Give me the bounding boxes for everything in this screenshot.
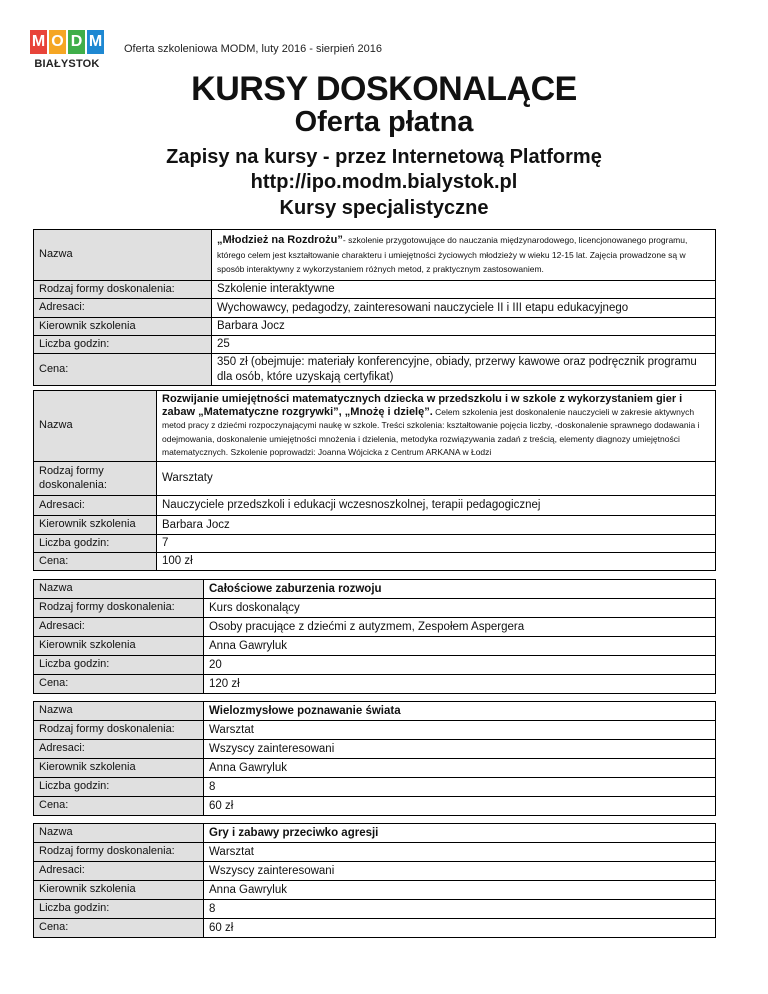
label-form: Rodzaj formy doskonalenia:: [34, 462, 157, 496]
course-name: Wielozmysłowe poznawanie świata: [204, 702, 716, 721]
course-hours: 7: [157, 535, 716, 553]
logo-tile: M: [30, 30, 47, 54]
offer-period: Oferta szkoleniowa MODM, luty 2016 - sierpień 2016: [124, 43, 383, 55]
course-row-price: [34, 919, 716, 938]
page-subtitle: Oferta płatna: [294, 106, 474, 138]
course-price: 100 zł: [157, 553, 716, 571]
course-row-name: [34, 391, 716, 462]
course-row-name: [34, 230, 716, 281]
course-row-price: [34, 797, 716, 816]
logo-city: BIAŁYSTOK: [34, 58, 100, 70]
label-audience: Adresaci:: [34, 496, 157, 516]
course-row-form: [34, 281, 716, 299]
label-hours: Liczba godzin:: [34, 778, 204, 797]
label-audience: Adresaci:: [34, 740, 204, 759]
course-hours: 25: [212, 336, 716, 354]
course-audience: Osoby pracujące z dziećmi z autyzmem, Zespołem Aspergera: [204, 618, 716, 637]
course-row-hours: [34, 535, 716, 553]
course-form: Warsztat: [204, 721, 716, 740]
course-row-name: [34, 824, 716, 843]
course-name: Rozwijanie umiejętności matematycznych dziecka w przedszkolu i w szkole z wykorzystaniem gier i zabaw „Matematyczne rozgrywki”, „Mnożę i dzielę”.: [162, 392, 683, 419]
label-leader: Kierownik szkolenia: [34, 759, 204, 778]
label-name: Nazwa: [34, 391, 157, 462]
page-title: KURSY DOSKONALĄCE: [191, 70, 577, 108]
course-audience: Wszyscy zainteresowani: [204, 862, 716, 881]
course-row-price: [34, 553, 716, 571]
label-leader: Kierownik szkolenia: [34, 516, 157, 535]
label-audience: Adresaci:: [34, 299, 212, 318]
course-leader: Barbara Jocz: [212, 318, 716, 336]
course-audience: Nauczyciele przedszkoli i edukacji wczesnoszkolnej, terapii pedagogicznej: [157, 496, 716, 516]
course-table: [33, 823, 716, 938]
label-leader: Kierownik szkolenia: [34, 881, 204, 900]
course-form: Warsztaty: [157, 462, 716, 496]
label-audience: Adresaci:: [34, 618, 204, 637]
course-leader: Anna Gawryluk: [204, 759, 716, 778]
course-row-hours: [34, 900, 716, 919]
platform-url[interactable]: http://ipo.modm.bialystok.pl: [250, 171, 518, 193]
course-row-form: [34, 599, 716, 618]
label-form: Rodzaj formy doskonalenia:: [34, 843, 204, 862]
course-name-cell: [212, 230, 716, 281]
course-row-price: [34, 354, 716, 386]
label-price: Cena:: [34, 797, 204, 816]
course-row-name: [34, 702, 716, 721]
course-audience: Wszyscy zainteresowani: [204, 740, 716, 759]
label-name: Nazwa: [34, 824, 204, 843]
course-description: Celem szkolenia jest doskonalenie nauczycieli w zakresie aktywnych metod pracy z dziećmi rozpoczynającymi naukę w szkole. Treści szkolenia: kształtowanie pojęcia liczby, -doskonalenie sprawnego dodawania i odejmowania, doskonalenie umiejętności mnożenia i dzielenia, metodyka rozwiązywania zadań z treścią, elementy diagnozy umiejętności matematycznych. Szkolenie poprowadzi: Joanna Wójcicka z Centrum ARKANA w Łodzi: [162, 407, 700, 457]
label-hours: Liczba godzin:: [34, 900, 204, 919]
course-row-hours: [34, 656, 716, 675]
course-description: - szkolenie przygotowujące do nauczania międzynarodowego, licencjonowanego programu, którego celem jest kształtowanie charakteru i umiejętności życiowych młodzieży w wieku 12-15 lat. Zajęcia prowadzone są w sposób interaktywny z wykorzystaniem różnych metod, z praktycznym zastosowaniem.: [217, 235, 688, 275]
course-leader: Anna Gawryluk: [204, 637, 716, 656]
course-name: Gry i zabawy przeciwko agresji: [204, 824, 716, 843]
course-hours: 20: [204, 656, 716, 675]
label-name: Nazwa: [34, 702, 204, 721]
course-row-leader: [34, 516, 716, 535]
course-row-leader: [34, 881, 716, 900]
course-name: „Młodzież na Rozdrożu”: [217, 234, 343, 247]
course-row-hours: [34, 778, 716, 797]
course-row-form: [34, 721, 716, 740]
course-row-audience: [34, 299, 716, 318]
label-price: Cena:: [34, 919, 204, 938]
label-hours: Liczba godzin:: [34, 656, 204, 675]
course-row-hours: [34, 336, 716, 354]
course-row-audience: [34, 618, 716, 637]
course-name-cell: [157, 391, 716, 462]
label-hours: Liczba godzin:: [34, 535, 157, 553]
enrollment-line: Zapisy na kursy - przez Internetową Platformę: [166, 146, 602, 168]
course-name: Całościowe zaburzenia rozwoju: [204, 580, 716, 599]
course-row-audience: [34, 740, 716, 759]
course-form: Warsztat: [204, 843, 716, 862]
course-row-leader: [34, 759, 716, 778]
label-leader: Kierownik szkolenia: [34, 637, 204, 656]
course-price: 60 zł: [204, 919, 716, 938]
logo-tile: O: [49, 30, 66, 54]
course-audience: Wychowawcy, pedagodzy, zainteresowani nauczyciele II i III etapu edukacyjnego: [212, 299, 716, 318]
course-price: 350 zł (obejmuje: materiały konferencyjne, obiady, przerwy kawowe oraz podręcznik programu dla osób, które uzyskają certyfikat): [212, 354, 716, 386]
course-row-leader: [34, 318, 716, 336]
logo-tiles: [30, 30, 108, 54]
label-form: Rodzaj formy doskonalenia:: [34, 281, 212, 299]
logo-tile: D: [68, 30, 85, 54]
course-table: [33, 579, 716, 694]
label-audience: Adresaci:: [34, 862, 204, 881]
course-table: [33, 390, 716, 571]
label-leader: Kierownik szkolenia: [34, 318, 212, 336]
course-leader: Anna Gawryluk: [204, 881, 716, 900]
course-form: Kurs doskonalący: [204, 599, 716, 618]
label-hours: Liczba godzin:: [34, 336, 212, 354]
course-row-audience: [34, 496, 716, 516]
course-hours: 8: [204, 778, 716, 797]
course-row-audience: [34, 862, 716, 881]
course-form: Szkolenie interaktywne: [212, 281, 716, 299]
course-table: [33, 229, 716, 386]
course-hours: 8: [204, 900, 716, 919]
course-leader: Barbara Jocz: [157, 516, 716, 535]
section-heading: Kursy specjalistyczne: [279, 197, 489, 219]
logo-tile: M: [87, 30, 104, 54]
course-table: [33, 701, 716, 816]
label-form: Rodzaj formy doskonalenia:: [34, 599, 204, 618]
label-name: Nazwa: [34, 580, 204, 599]
course-price: 120 zł: [204, 675, 716, 694]
label-name: Nazwa: [34, 230, 212, 281]
course-row-name: [34, 580, 716, 599]
course-price: 60 zł: [204, 797, 716, 816]
label-form: Rodzaj formy doskonalenia:: [34, 721, 204, 740]
course-row-price: [34, 675, 716, 694]
course-row-form: [34, 843, 716, 862]
label-price: Cena:: [34, 675, 204, 694]
course-row-leader: [34, 637, 716, 656]
course-row-form: [34, 462, 716, 496]
label-price: Cena:: [34, 553, 157, 571]
label-price: Cena:: [34, 354, 212, 386]
